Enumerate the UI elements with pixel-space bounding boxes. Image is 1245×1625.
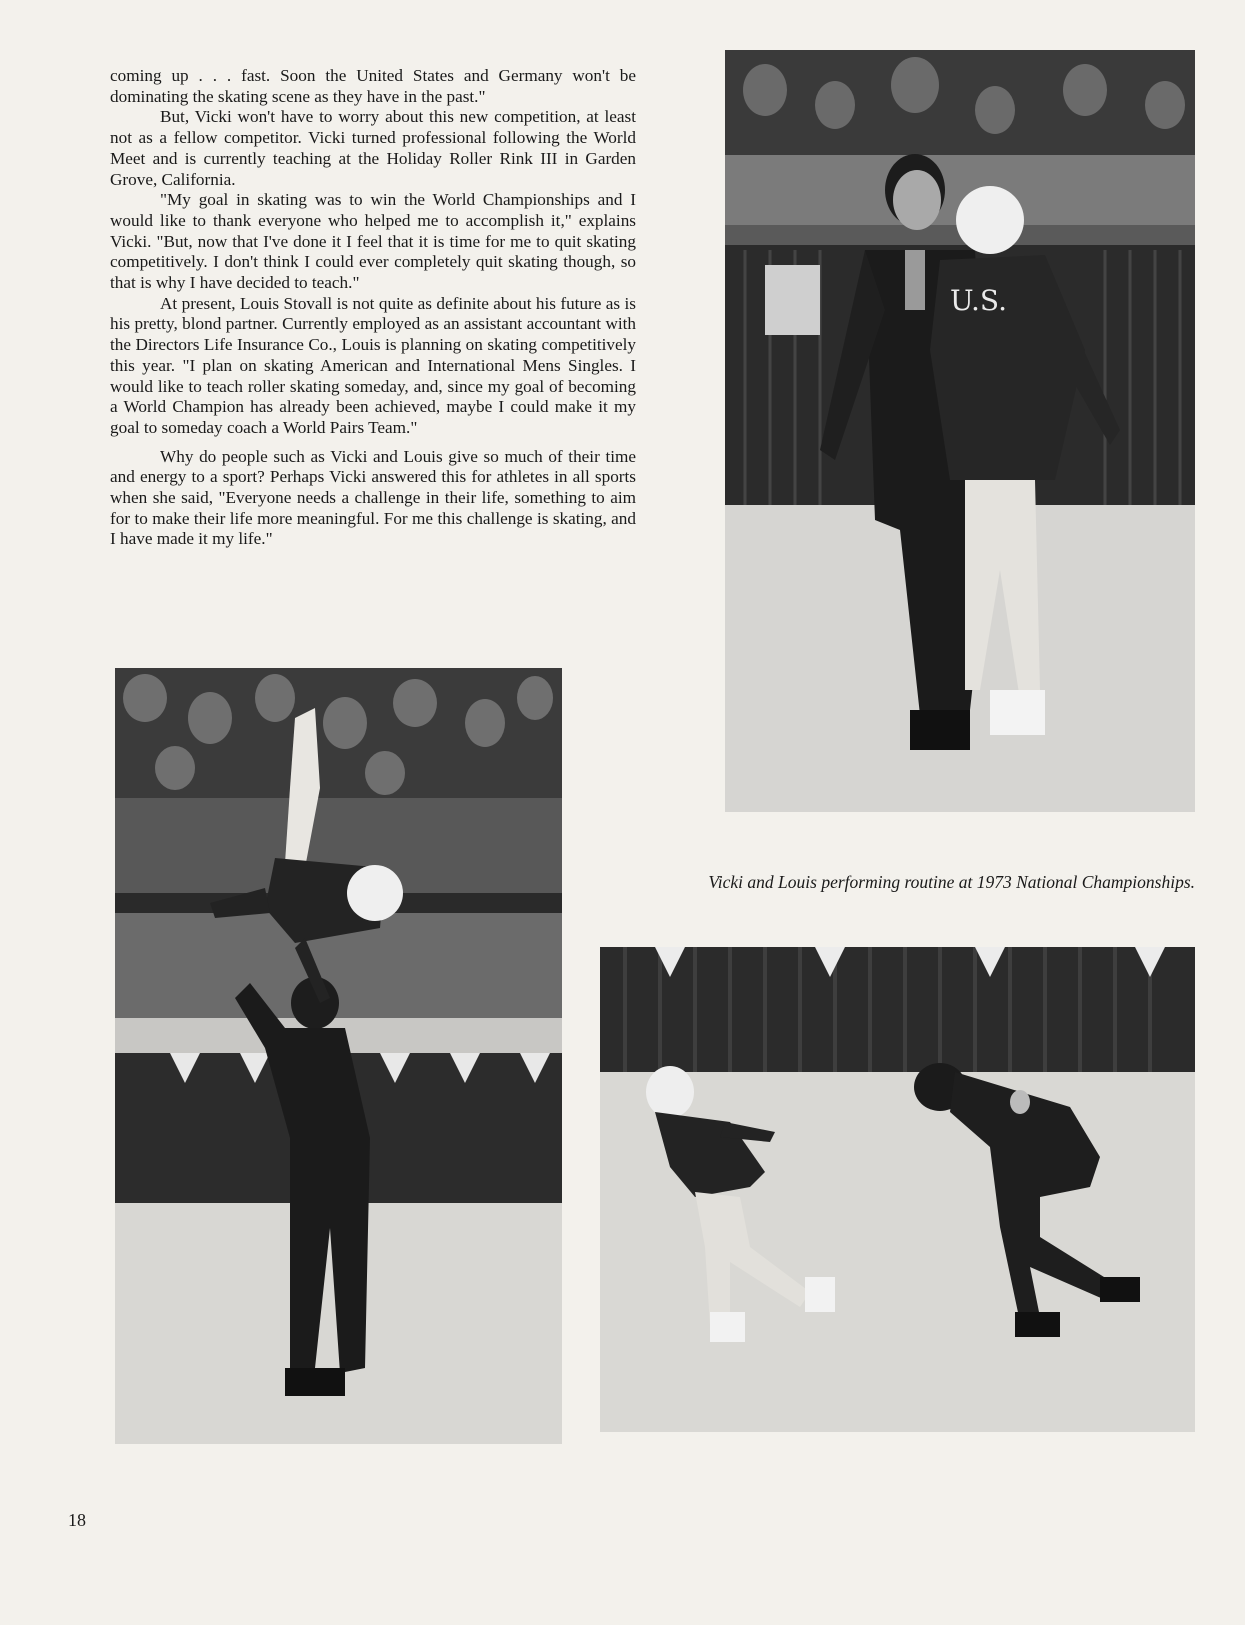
photo-pair-bending: [600, 947, 1195, 1432]
article-text: [110, 66, 636, 550]
paragraph-3: "My goal in skating was to win the World Championships and I would like to thank everyone who helped me to accomplish it," explains Vicki. "But, now that I've done it I feel that it is time for me to quit skating competitively. I don't think I could ever completely quit skating though, so that is why I have decided to teach.": [110, 190, 636, 293]
photo-caption: Vicki and Louis performing routine at 1973 National Championships.: [708, 872, 1195, 892]
paragraph-1: coming up . . . fast. Soon the United States and Germany won't be dominating the skating scene as they have in the past.": [110, 66, 636, 106]
photo-pair-lift: [115, 668, 562, 1444]
svg-text:U.S.: U.S.: [950, 284, 1008, 317]
paragraph-4: At present, Louis Stovall is not quite as definite about his future as is his pretty, blond partner. Currently employed as an assistant accountant with the Directors Life Insurance Co., Louis is planning on skating competitively this year. "I plan on skating American and International Mens Singles. I would like to teach roller skating someday, and, since my goal of becoming a World Champion has already been achieved, maybe I could make it my goal to someday coach a World Pairs Team.": [110, 293, 636, 437]
page-number: 18: [68, 1510, 86, 1530]
paragraph-5: Why do people such as Vicki and Louis give so much of their time and energy to a sport? Perhaps Vicki answered this for athletes in all sports when she said, "Everyone needs a challenge in their life, something to aim for to make their life more meaningful. For me this challenge is skating, and I have made it my life.": [110, 446, 636, 549]
paragraph-2: But, Vicki won't have to worry about this new competition, at least not as a fellow competitor. Vicki turned professional following the World Meet and is currently teaching at the Holiday Roller Rink III in Garden Grove, California.: [110, 107, 636, 189]
photo-pair-side-by-side: [725, 50, 1195, 812]
